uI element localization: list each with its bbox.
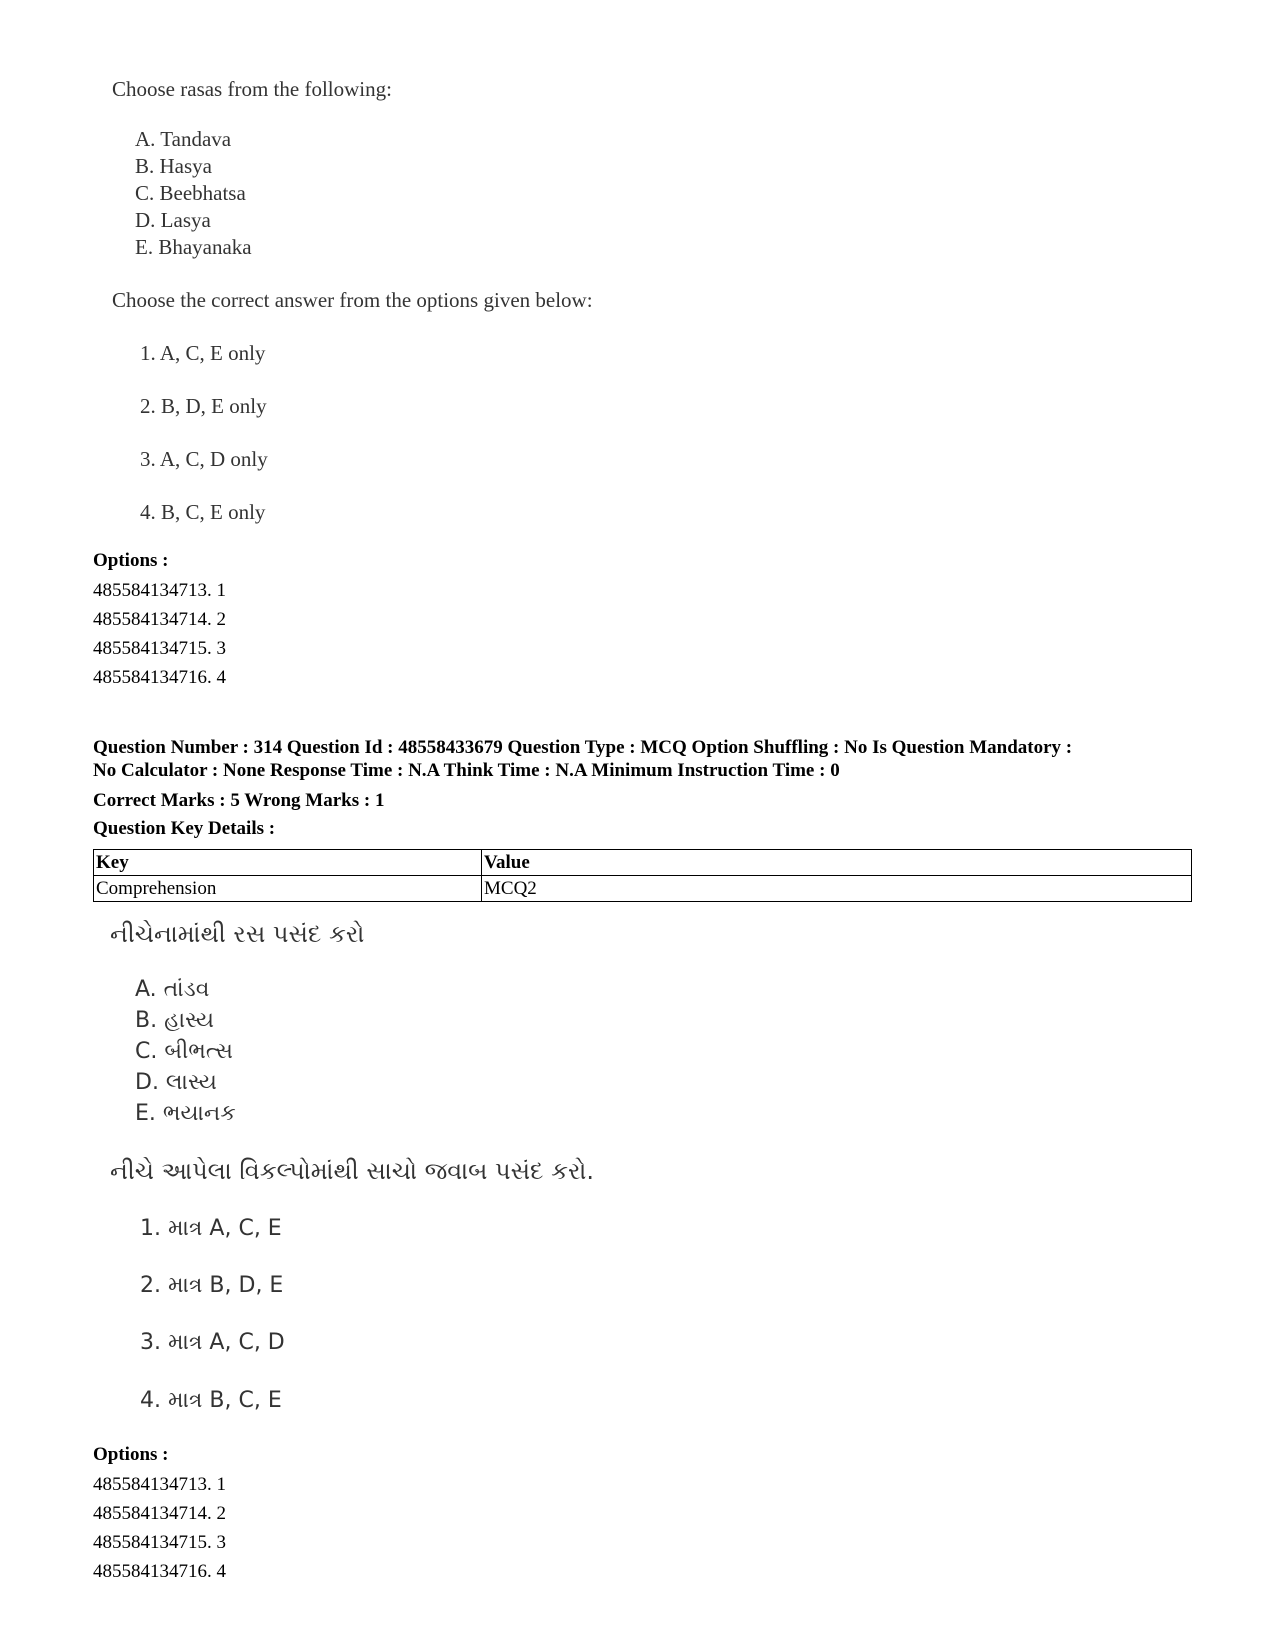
option-entry: 485584134716. 4	[93, 1561, 226, 1582]
question-meta-line2: No Calculator : None Response Time : N.A Think Time : N.A Minimum Instruction Time : 0	[93, 760, 840, 781]
options-heading: Options :	[93, 550, 169, 571]
options-list	[93, 576, 226, 692]
option-entry: 485584134713. 1	[93, 1474, 226, 1495]
answer-option-2-gujarati: 2. માત્ર B, D, E	[140, 1273, 284, 1298]
question-instruction-gujarati: નીચે આપેલા વિકલ્પોમાંથી સાચો જવાબ પસંદ કરો.	[110, 1157, 595, 1185]
answer-option-1: 1. A, C, E only	[140, 341, 266, 365]
table-header-value: Value	[482, 850, 1192, 876]
option-entry: 485584134715. 3	[93, 638, 226, 659]
choice-item-c: C. Beebhatsa	[135, 181, 246, 205]
table-header-key: Key	[94, 850, 482, 876]
table-cell-key: Comprehension	[94, 876, 482, 902]
answer-option-3-gujarati: 3. માત્ર A, C, D	[140, 1330, 285, 1355]
key-details-table	[93, 849, 1192, 902]
question-prompt: Choose rasas from the following:	[112, 77, 392, 101]
option-entry: 485584134715. 3	[93, 1532, 226, 1553]
choice-item-d: D. Lasya	[135, 208, 211, 232]
answer-option-3: 3. A, C, D only	[140, 447, 268, 471]
choice-item-d-gujarati: D. લાસ્ય	[135, 1070, 217, 1095]
question-marks: Correct Marks : 5 Wrong Marks : 1	[93, 790, 385, 811]
option-entry: 485584134714. 2	[93, 1503, 226, 1524]
answer-option-2: 2. B, D, E only	[140, 394, 267, 418]
table-row	[94, 876, 1192, 902]
table-cell-value: MCQ2	[482, 876, 1192, 902]
choice-item-a-gujarati: A. તાંડવ	[135, 977, 210, 1002]
question-meta-line1: Question Number : 314 Question Id : 48558433679 Question Type : MCQ Option Shuffling : No Is Question Mandatory :	[93, 737, 1073, 758]
options-list-2	[93, 1470, 226, 1586]
answer-option-4-gujarati: 4. માત્ર B, C, E	[140, 1388, 282, 1413]
choice-item-e-gujarati: E. ભયાનક	[135, 1101, 236, 1126]
question-instruction: Choose the correct answer from the options given below:	[112, 288, 593, 312]
choice-item-e: E. Bhayanaka	[135, 235, 252, 259]
choice-item-a: A. Tandava	[135, 127, 232, 151]
option-entry: 485584134713. 1	[93, 580, 226, 601]
answer-option-4: 4. B, C, E only	[140, 500, 266, 524]
key-details-heading: Question Key Details :	[93, 818, 276, 839]
option-entry: 485584134714. 2	[93, 609, 226, 630]
choice-item-b-gujarati: B. હાસ્ય	[135, 1008, 215, 1033]
option-entry: 485584134716. 4	[93, 667, 226, 688]
question-prompt-gujarati: નીચેનામાંથી રસ પસંદ કરો	[110, 920, 365, 948]
choice-item-c-gujarati: C. બીભત્સ	[135, 1039, 233, 1064]
table-header-row	[94, 850, 1192, 876]
answer-option-1-gujarati: 1. માત્ર A, C, E	[140, 1216, 282, 1241]
options-heading-2: Options :	[93, 1444, 169, 1465]
choice-item-b: B. Hasya	[135, 154, 212, 178]
